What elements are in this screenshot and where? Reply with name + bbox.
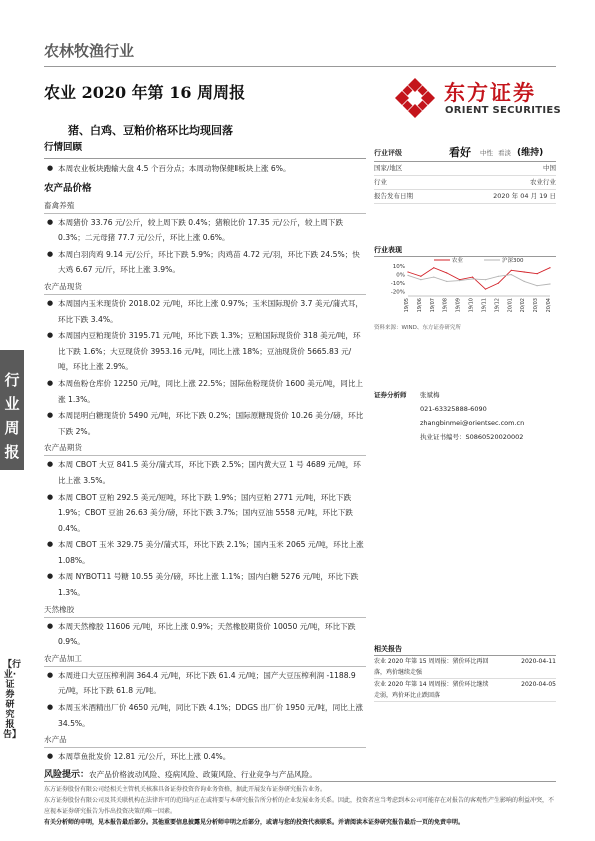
- bullet-text: 本周天然橡胶 11606 元/吨，环比上涨 0.9%；天然橡胶期货价 10050 元/吨，环比下跌 0.9%。: [58, 621, 356, 647]
- data-point: [472, 278, 473, 279]
- bullet-item: [44, 490, 366, 537]
- series-line: [408, 275, 550, 286]
- info-column: [374, 143, 556, 257]
- header-divider: [44, 66, 556, 67]
- footer-divider: [44, 781, 556, 782]
- bullet-dot-icon: ●: [47, 298, 54, 307]
- x-tick-label: 19/12: [494, 298, 501, 313]
- x-tick-label: 19/06: [416, 298, 423, 313]
- group-heading: 农产品加工: [44, 652, 366, 667]
- y-tick-label: -20%: [390, 289, 405, 296]
- data-point: [498, 283, 499, 284]
- data-point: [498, 276, 499, 277]
- x-tick-label: 19/08: [442, 298, 449, 313]
- market-review-heading: 行情回顾: [44, 140, 366, 159]
- data-point: [537, 285, 538, 286]
- y-tick-label: 10%: [392, 264, 405, 270]
- analyst-block: [374, 388, 556, 444]
- bullet-item: [44, 537, 366, 568]
- info-row: [374, 190, 556, 204]
- bullet-item: [44, 619, 366, 650]
- group-heading: 天然橡胶: [44, 603, 366, 618]
- x-tick-label: 20/03: [533, 298, 540, 313]
- bullet-dot-icon: ●: [47, 460, 54, 469]
- rating-maintain: (维持): [517, 148, 544, 158]
- data-point: [549, 283, 550, 284]
- bullet-item: [44, 569, 366, 600]
- bullet-dot-icon: ●: [47, 670, 54, 679]
- industry-title: 农林牧渔行业: [44, 42, 135, 60]
- bullet-text: 本周进口大豆压榨利润 364.4 元/吨，环比下跌 61.4 元/吨；国产大豆压榨利润 -1188.9 元/吨，环比下跌 61.8 元/吨。: [58, 670, 356, 696]
- bullet-text: 本周草鱼批发价 12.81 元/公斤，环比上涨 0.4%。: [58, 752, 231, 762]
- legend-label: 农业: [452, 258, 464, 264]
- bullet-dot-icon: ●: [47, 540, 54, 549]
- data-point: [524, 281, 525, 282]
- data-point: [472, 277, 473, 278]
- bullet-dot-icon: ●: [47, 378, 54, 387]
- info-value: 2020 年 04 月 19 日: [493, 192, 556, 200]
- performance-heading: 行业表现: [374, 244, 556, 257]
- logo-en: ORIENT SECURITIES: [445, 105, 562, 116]
- footer-line: 东方证券股份有限公司及其关联机构在法律许可的范围内正在或将要与本研究报告所分析的企业发展业务关系。因此，投资者应当考虑到本公司可能存在对报告的客观性产生影响的利益冲突，不应视本证券研究报告为作出投资决策的唯一因素。: [44, 797, 555, 815]
- bullet-text: 本周昆明白糖现货价 5490 元/吨，环比下跌 0.2%；国际原糖现货价 10.26 美分/磅，环比下跌 2%。: [58, 411, 364, 436]
- bullet-item: [44, 668, 366, 699]
- footer-disclaimer: [44, 784, 556, 828]
- info-value: 中国: [543, 164, 556, 172]
- side-tab-char: 周: [4, 419, 20, 437]
- data-point: [524, 271, 525, 272]
- bullet-item: [44, 215, 366, 246]
- data-point: [407, 271, 408, 272]
- data-point: [420, 279, 421, 280]
- bullet-item: [44, 328, 366, 375]
- analyst-row: [374, 388, 556, 402]
- bullet-dot-icon: ●: [47, 411, 54, 420]
- chart-source: 资料来源：WIND、东方证券研究所: [374, 325, 461, 331]
- data-point: [433, 267, 434, 268]
- bullet-dot-icon: ●: [47, 621, 54, 630]
- data-point: [511, 270, 512, 271]
- legend-label: 沪深300: [502, 258, 524, 264]
- bullet-text: 本周 CBOT 豆粕 292.5 美元/短吨，环比下跌 1.9%；国内豆粕 2771 元/吨，环比下跌 1.9%；CBOT 豆油 26.63 美分/磅，环比下跌 3.7%；国内豆油 5558 元/吨，环比下跌 0.4%。: [58, 492, 353, 533]
- bullet-item: [44, 161, 366, 177]
- related-title: 农业 2020 年第 14 周周报：猪价环比继续走弱，鸡价环比止跌回落: [374, 681, 489, 699]
- analyst-row: [374, 416, 556, 430]
- info-key: 报告发布日期: [374, 192, 413, 200]
- side-report-label: 【行业·证券研究报告】: [3, 660, 22, 740]
- data-point: [407, 275, 408, 276]
- bullet-text: 本周国内玉米现货价 2018.02 元/吨，环比上涨 0.97%；玉米国际现价 3.7 美元/蒲式耳，环比下跌 3.4%。: [58, 298, 364, 324]
- side-tab-char: 报: [4, 443, 20, 461]
- bullet-item: [44, 408, 366, 439]
- bullet-text: 本周农业板块跑输大盘 4.5 个百分点；本周动物保健Ⅱ板块上涨 6%。: [58, 164, 291, 173]
- report-subtitle: 猪、白鸡、豆粕价格环比均现回落: [68, 124, 233, 137]
- bullet-text: 本周 CBOT 玉米 329.75 美分/蒲式耳，环比下跌 2.1%；国内玉米 2065 元/吨，环比上涨 1.08%。: [58, 540, 364, 565]
- bullet-dot-icon: ●: [47, 164, 54, 172]
- bullet-text: 本周 CBOT 大豆 841.5 美分/蒲式耳，环比下跌 2.5%；国内黄大豆 1 号 4689 元/吨，环比上涨 3.5%。: [58, 460, 361, 485]
- info-row: [374, 162, 556, 176]
- rating-value: 看好: [449, 146, 471, 159]
- info-row: [374, 176, 556, 190]
- data-point: [446, 272, 447, 273]
- analyst-name: 张斌梅: [420, 391, 440, 399]
- rating-label: 行业评级: [374, 149, 402, 157]
- analyst-phone: 021-63325888-6090: [420, 405, 487, 413]
- x-tick-label: 19/09: [455, 298, 462, 313]
- logo-mark-icon: [392, 75, 438, 121]
- bullet-item: [44, 457, 366, 488]
- aquatic-heading: 水产品: [44, 733, 366, 748]
- bullet-item: [44, 376, 366, 407]
- bullet-item: [44, 296, 366, 327]
- rating-row: [374, 143, 556, 162]
- performance-chart: [374, 256, 556, 324]
- y-tick-label: -10%: [390, 281, 405, 288]
- bullet-text: 本周 NYBOT11 号糖 10.55 美分/磅，环比上涨 1.1%；国内白糖 5276 元/吨，环比下跌 1.3%。: [58, 572, 359, 598]
- related-item[interactable]: [374, 656, 556, 679]
- report-type-tab: [0, 350, 24, 470]
- bullet-dot-icon: ●: [47, 331, 54, 340]
- bullet-dot-icon: ●: [47, 249, 54, 258]
- analyst-row: [374, 430, 556, 444]
- performance-chart-svg: [374, 256, 556, 324]
- bullet-text: 本周猪价 33.76 元/公斤，较上周下跌 0.4%；猪粮比价 17.35 元/公斤，较上周下跌 0.3%；二元母猪 77.7 元/公斤，环比上涨 0.6%。: [58, 217, 343, 243]
- related-title: 农业 2020 年第 15 周周报：猪价环比再回落，鸡价继续走强: [374, 658, 489, 676]
- data-point: [459, 280, 460, 281]
- x-tick-label: 19/05: [404, 298, 410, 313]
- footer-line: 有关分析师的申明，见本报告最后部分。其他重要信息披露见分析师申明之后部分，或请与您的投资代表联系。并请阅读本证券研究报告最后一页的免责申明。: [44, 819, 465, 826]
- data-point: [420, 276, 421, 277]
- x-tick-label: 20/01: [507, 298, 514, 313]
- footer-line: 东方证券股份有限公司经相关主管机关核准具备证券投资咨询业务资格，据此开展发布证券研究报告业务。: [44, 786, 327, 793]
- info-key: 行业: [374, 178, 387, 186]
- info-key: 国家/地区: [374, 164, 403, 172]
- rating-option: 中性: [480, 149, 493, 157]
- bullet-text: 本周鱼粉仓库价 12250 元/吨，同比上涨 22.5%；国际鱼粉现货价 1600 美元/吨，同比上涨 1.3%。: [58, 378, 364, 404]
- side-tab-char: 行: [4, 371, 20, 389]
- group-heading: 畜禽养殖: [44, 199, 366, 214]
- info-value: 农业行业: [530, 178, 556, 186]
- group-heading: 农产品现货: [44, 280, 366, 295]
- analyst-email[interactable]: zhangbinmei@orientsec.com.cn: [420, 419, 525, 427]
- x-tick-label: 19/11: [481, 298, 488, 313]
- data-point: [446, 281, 447, 282]
- risk-text: 农产品价格波动风险、疫病风险、政策风险、行业竞争与产品风险。: [89, 769, 317, 779]
- data-point: [485, 279, 486, 280]
- related-item[interactable]: [374, 679, 556, 702]
- data-point: [549, 267, 550, 268]
- related-date: 2020-04-11: [521, 658, 556, 665]
- bullet-dot-icon: ●: [47, 752, 54, 761]
- summary-column: [44, 140, 366, 783]
- bullet-text: 本周玉米酒精出厂价 4650 元/吨，同比下跌 4.1%；DDGS 出厂价 1950 元/吨，同比上涨 34.5%。: [58, 703, 363, 728]
- rating-option: 看淡: [498, 149, 511, 157]
- risk-label: 风险提示：: [44, 769, 90, 780]
- analyst-row: [374, 402, 556, 416]
- x-tick-label: 20/02: [520, 298, 527, 313]
- bullet-dot-icon: ●: [47, 703, 54, 712]
- orient-securities-logo: [392, 75, 562, 125]
- bullet-dot-icon: ●: [47, 217, 54, 226]
- bullet-text: 本周白羽肉鸡 9.14 元/公斤，环比下跌 5.9%；肉鸡苗 4.72 元/羽，环比下跌 24.5%；快大鸡 6.67 元/斤，环比上涨 3.9%。: [58, 249, 360, 275]
- group-heading: 农产品期货: [44, 441, 366, 456]
- x-tick-label: 19/07: [429, 298, 436, 313]
- related-heading: 相关报告: [374, 643, 556, 656]
- related-reports: [374, 643, 556, 702]
- side-tab-char: 业: [4, 395, 20, 413]
- report-title: 农业 2020 年第 16 周周报: [44, 83, 246, 102]
- logo-cn: 东方证券: [444, 81, 536, 105]
- data-point: [537, 273, 538, 274]
- data-point: [485, 289, 486, 290]
- bullet-item: [44, 700, 366, 731]
- data-point: [433, 277, 434, 278]
- related-date: 2020-04-05: [521, 681, 556, 688]
- prices-heading: 农产品价格: [44, 182, 92, 194]
- bullet-dot-icon: ●: [47, 492, 54, 501]
- x-tick-label: 19/10: [468, 298, 475, 313]
- bullet-item: [44, 749, 366, 765]
- y-tick-label: 0%: [396, 272, 405, 279]
- analyst-cert: 执业证书编号：S0860520020002: [420, 433, 524, 441]
- x-tick-label: 20/04: [546, 298, 552, 313]
- analyst-label: 证券分析师: [374, 391, 407, 399]
- bullet-item: [44, 247, 366, 278]
- data-point: [511, 274, 512, 275]
- bullet-dot-icon: ●: [47, 572, 54, 581]
- bullet-text: 本周国内豆粕现货价 3195.71 元/吨，环比下跌 1.3%；豆粕国际现货价 318 美元/吨，环比下跌 1.6%；大豆现货价 3953.16 元/吨，同比上涨 18%；豆油现货价 5665.83 元/吨，环比上涨 2.9%。: [58, 331, 361, 372]
